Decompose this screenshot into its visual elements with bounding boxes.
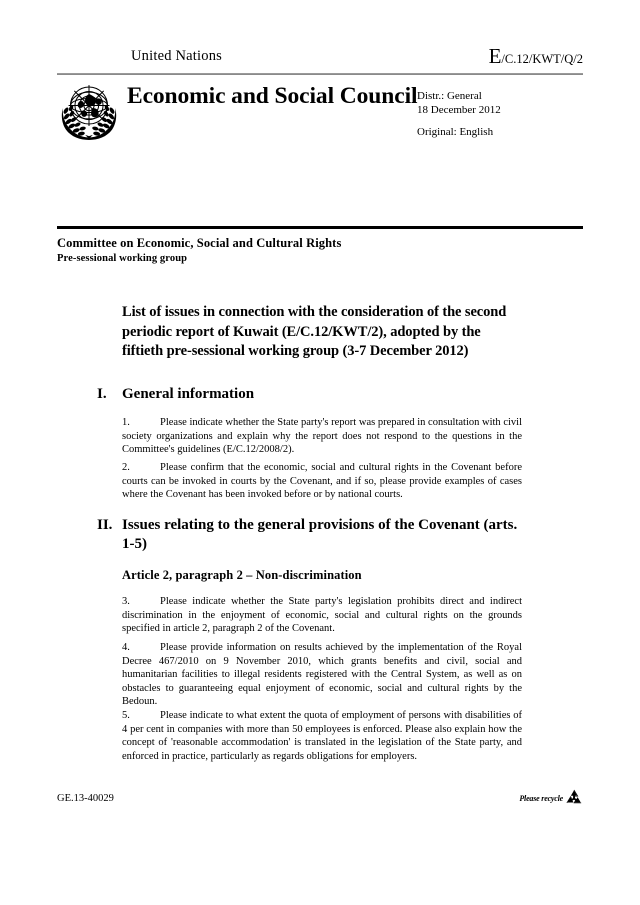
section-heading-general-information [97, 385, 522, 404]
section-title: General information [122, 386, 255, 402]
footer-recycle-block [519, 789, 583, 807]
paragraph-text: Please indicate whether the State party's legislation prohibits direct and indirect discrimination in the enjoyment of economic, social and cultural rights on the grounds specified in article 2, paragraph 2 of the Covenant. [122, 596, 522, 635]
distribution-block [417, 89, 501, 139]
masthead-divider-thin [57, 73, 583, 75]
paragraph-number: 4. [122, 642, 130, 653]
page-title: List of issues in connection with the consideration of the second periodic report of Kuwait (E/C.12/KWT/2), adopted by the fiftieth pre-sessional working group (3-7 December 2012) [122, 304, 507, 359]
paragraph-1 [122, 416, 522, 457]
masthead-body [57, 79, 583, 149]
spacer [417, 117, 501, 125]
paragraph-number: 1. [122, 417, 130, 428]
paragraph-number: 5. [122, 710, 130, 721]
section-head [97, 516, 522, 554]
footer-job-number: GE.13-40029 [57, 793, 114, 804]
document-symbol-suffix: /C.12/KWT/Q/2 [501, 52, 583, 66]
paragraph-text: Please confirm that the economic, social and cultural rights in the Covenant before courts can be invoked in courts by the Covenant, and if so, please provide examples of cases where the Covenant has been invoked before or by national courts. [122, 462, 522, 501]
committee-divider-thick [57, 226, 583, 229]
section-heading-general-provisions [97, 516, 522, 554]
subheading-non-discrimination: Article 2, paragraph 2 – Non-discrimination [122, 568, 362, 582]
recycle-icon [565, 789, 583, 807]
paragraph-text: Please indicate whether the State party's report was prepared in consultation with civil society organizations and explain why the report does not respond to the questions in the Committee's guidelines (E/C.12/2008/2). [122, 417, 522, 456]
original-language: Original: English [417, 126, 494, 138]
section-number: I. [97, 386, 107, 402]
committee-name: Committee on Economic, Social and Cultural Rights [57, 236, 342, 250]
distribution-type: Distr.: General [417, 90, 482, 102]
committee-block [57, 236, 583, 264]
un-emblem [57, 80, 121, 140]
paragraph-4 [122, 641, 522, 709]
paragraph-number: 2. [122, 462, 130, 473]
document-symbol [489, 44, 583, 69]
masthead [57, 44, 583, 70]
recycle-label: Please recycle [519, 793, 563, 803]
section-number: II. [97, 517, 113, 533]
paragraph-number: 3. [122, 596, 130, 607]
paragraph-2 [122, 461, 522, 502]
masthead-top-row [57, 44, 583, 70]
section-title: Issues relating to the general provisions of the Covenant (arts. 1-5) [122, 517, 518, 552]
organization-name: United Nations [131, 48, 222, 64]
paragraph-3 [122, 595, 522, 636]
document-symbol-prefix: E [488, 44, 502, 68]
section-head [97, 385, 522, 404]
organ-title: Economic and Social Council [127, 83, 418, 109]
document-date: 18 December 2012 [417, 104, 501, 116]
paragraph-text: Please indicate to what extent the quota of employment of persons with disabilities of 4 per cent in companies with more than 50 employees is enforced. Please also explain how the concept of 'reasonable accommodation' is translated in the legislation of the State party, and enforced in practice, particularly as regards obligations for employers. [122, 710, 522, 762]
paragraph-5 [122, 709, 522, 763]
committee-subtitle: Pre-sessional working group [57, 253, 188, 264]
paragraph-text: Please provide information on results achieved by the implementation of the Royal Decree 467/2010 on 9 November 2010, which grants benefits and civil, social and humanitarian facilities to illegal residents registered with the Central System, as well as on obstacles to guaranteeing equal enjoyment of economic, social and cultural rights by the Bedoun. [122, 642, 522, 708]
